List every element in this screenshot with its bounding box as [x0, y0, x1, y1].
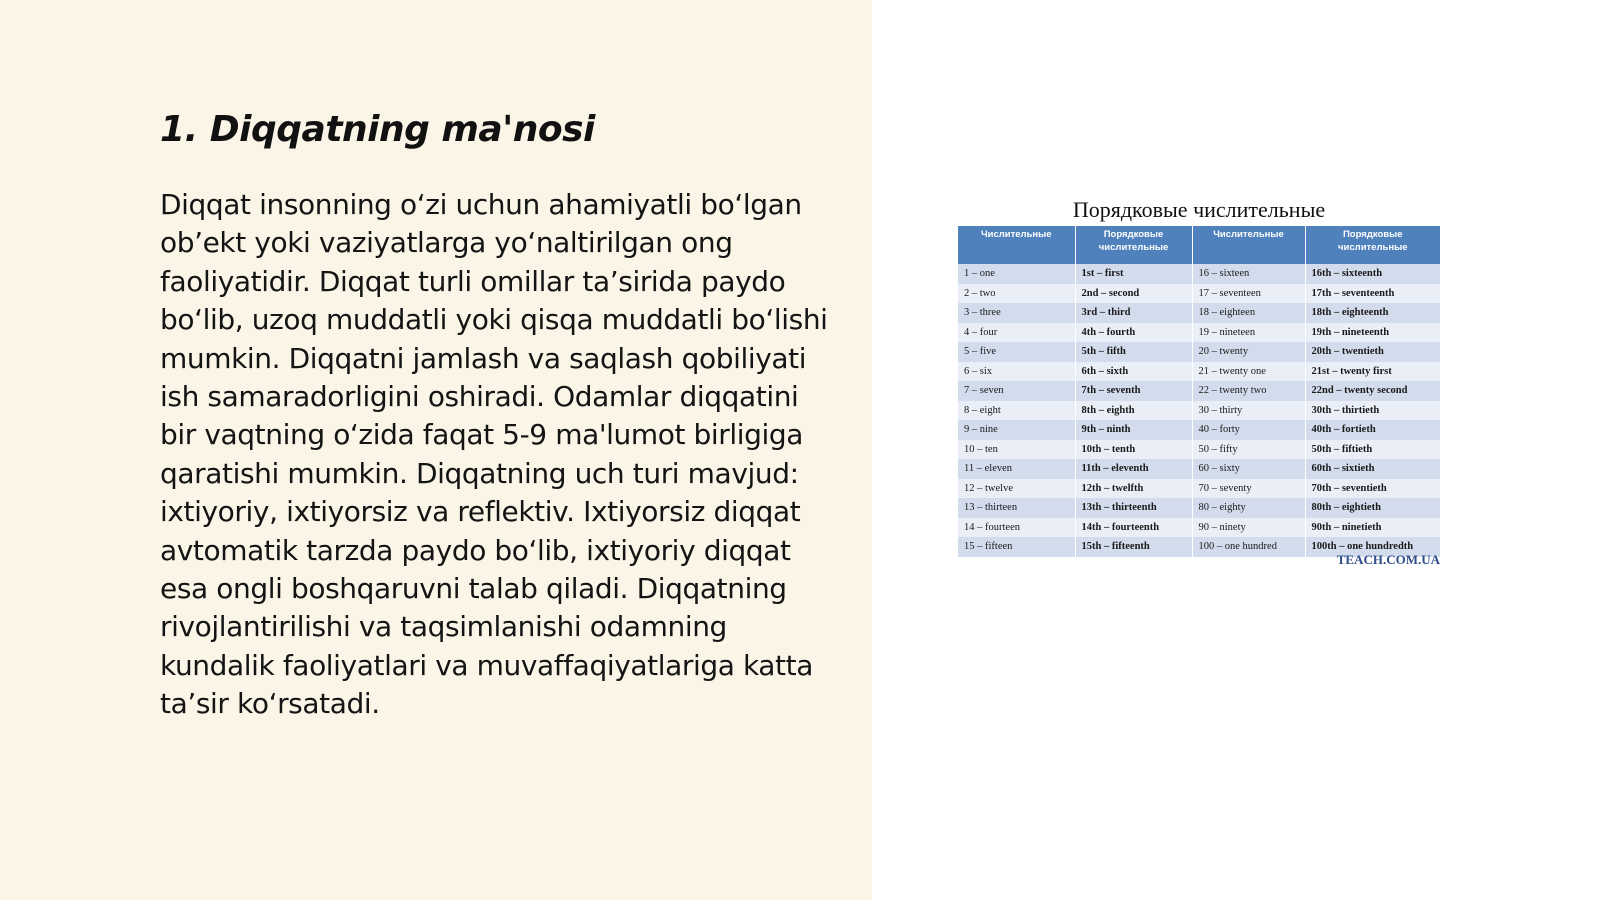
- table-cell: 15th – fifteenth: [1075, 537, 1192, 557]
- table-row: [958, 342, 1440, 362]
- table-cell: 11 – eleven: [958, 459, 1075, 479]
- slide-body-text: Diqqat insonning o‘zi uchun ahamiyatli bo‘lgan ob’ekt yoki vaziyatlarga yo‘naltirilgan ong faoliyatidir. Diqqat turli omillar ta’sirida paydo bo‘lib, uzoq muddatli yoki qisqa muddatli bo‘lishi mumkin. Diqqatni jamlash va saqlash qobiliyati ish samaradorligini oshiradi. Odamlar diqqatini bir vaqtning o‘zida faqat 5-9 ma'lumot birligiga qaratishi mumkin. Diqqatning uch turi mavjud: ixtiyoriy, ixtiyorsiz va reflektiv. Ixtiyorsiz diqqat avtomatik tarzda paydo bo‘lib, ixtiyoriy diqqat esa ongli boshqaruvni talab qiladi. Diqqatning rivojlantirilishi va taqsimlanishi odamning kundalik faoliyatlari va muvaffaqiyatlariga katta ta’sir ko‘rsatadi.: [160, 188, 828, 721]
- table-cell: 5th – fifth: [1075, 342, 1192, 362]
- table-cell: 15 – fifteen: [958, 537, 1075, 557]
- table-cell: 8 – eight: [958, 401, 1075, 421]
- table-cell: 16 – sixteen: [1192, 264, 1305, 284]
- table-cell: 60 – sixty: [1192, 459, 1305, 479]
- table-cell: 14th – fourteenth: [1075, 518, 1192, 538]
- table-row: [958, 498, 1440, 518]
- table-row: [958, 362, 1440, 382]
- table-cell: 18th – eighteenth: [1305, 303, 1440, 323]
- table-cell: 21st – twenty first: [1305, 362, 1440, 382]
- table-cell: 30th – thirtieth: [1305, 401, 1440, 421]
- table-cell: 17 – seventeen: [1192, 284, 1305, 304]
- ordinal-numbers-figure: [958, 196, 1440, 570]
- table-cell: 50th – fiftieth: [1305, 440, 1440, 460]
- table-cell: 16th – sixteenth: [1305, 264, 1440, 284]
- table-header-row: [958, 226, 1440, 264]
- table-cell: 70 – seventy: [1192, 479, 1305, 499]
- table-body: [958, 264, 1440, 557]
- slide-title: 1. Diqqatning ma'nosi: [160, 109, 595, 150]
- table-cell: 8th – eighth: [1075, 401, 1192, 421]
- table-cell: 1 – one: [958, 264, 1075, 284]
- table-cell: 30 – thirty: [1192, 401, 1305, 421]
- figure-source: TEACH.COM.UA: [1336, 552, 1440, 567]
- table-cell: 22 – twenty two: [1192, 381, 1305, 401]
- header-cardinal-2: Числительные: [1192, 226, 1305, 264]
- table-cell: 90 – ninety: [1192, 518, 1305, 538]
- table-cell: 40th – fortieth: [1305, 420, 1440, 440]
- table-row: [958, 284, 1440, 304]
- table-cell: 4 – four: [958, 323, 1075, 343]
- table-cell: 3 – three: [958, 303, 1075, 323]
- table-cell: 80th – eightieth: [1305, 498, 1440, 518]
- table-cell: 100th – one hundredth: [1305, 537, 1440, 557]
- figure-title: Порядковые числительные: [1072, 197, 1326, 222]
- table-cell: 100 – one hundred: [1192, 537, 1305, 557]
- table-row: [958, 420, 1440, 440]
- table-cell: 10 – ten: [958, 440, 1075, 460]
- table-cell: 10th – tenth: [1075, 440, 1192, 460]
- table-cell: 13 – thirteen: [958, 498, 1075, 518]
- table-cell: 13th – thirteenth: [1075, 498, 1192, 518]
- header-ordinal-1: Порядковые числительные: [1075, 226, 1192, 264]
- table-cell: 19 – nineteen: [1192, 323, 1305, 343]
- table-cell: 2nd – second: [1075, 284, 1192, 304]
- table-cell: 22nd – twenty second: [1305, 381, 1440, 401]
- table-cell: 20 – twenty: [1192, 342, 1305, 362]
- table-cell: 6 – six: [958, 362, 1075, 382]
- table-cell: 80 – eighty: [1192, 498, 1305, 518]
- table-row: [958, 303, 1440, 323]
- header-cardinal-1: Числительные: [958, 226, 1075, 264]
- table-cell: 1st – first: [1075, 264, 1192, 284]
- table-cell: 12 – twelve: [958, 479, 1075, 499]
- table-cell: 18 – eighteen: [1192, 303, 1305, 323]
- table-cell: 50 – fifty: [1192, 440, 1305, 460]
- table-cell: 40 – forty: [1192, 420, 1305, 440]
- table-row: [958, 479, 1440, 499]
- table-cell: 19th – nineteenth: [1305, 323, 1440, 343]
- table-cell: 5 – five: [958, 342, 1075, 362]
- table-cell: 11th – eleventh: [1075, 459, 1192, 479]
- table-row: [958, 518, 1440, 538]
- table-cell: 21 – twenty one: [1192, 362, 1305, 382]
- table-cell: 9 – nine: [958, 420, 1075, 440]
- table-cell: 7 – seven: [958, 381, 1075, 401]
- table-row: [958, 440, 1440, 460]
- header-ordinal-2: Порядковые числительные: [1305, 226, 1440, 264]
- table-cell: 70th – seventieth: [1305, 479, 1440, 499]
- table-cell: 14 – fourteen: [958, 518, 1075, 538]
- table-cell: 4th – fourth: [1075, 323, 1192, 343]
- table-row: [958, 381, 1440, 401]
- table-row: [958, 401, 1440, 421]
- table-cell: 60th – sixtieth: [1305, 459, 1440, 479]
- table-cell: 7th – seventh: [1075, 381, 1192, 401]
- table-row: [958, 459, 1440, 479]
- table-cell: 17th – seventeenth: [1305, 284, 1440, 304]
- table-cell: 6th – sixth: [1075, 362, 1192, 382]
- table-row: [958, 323, 1440, 343]
- table-row: [958, 264, 1440, 284]
- table-cell: 3rd – third: [1075, 303, 1192, 323]
- table-cell: 2 – two: [958, 284, 1075, 304]
- ordinal-numbers-table: [958, 226, 1440, 557]
- table-cell: 20th – twentieth: [1305, 342, 1440, 362]
- table-cell: 9th – ninth: [1075, 420, 1192, 440]
- table-cell: 90th – ninetieth: [1305, 518, 1440, 538]
- table-cell: 12th – twelfth: [1075, 479, 1192, 499]
